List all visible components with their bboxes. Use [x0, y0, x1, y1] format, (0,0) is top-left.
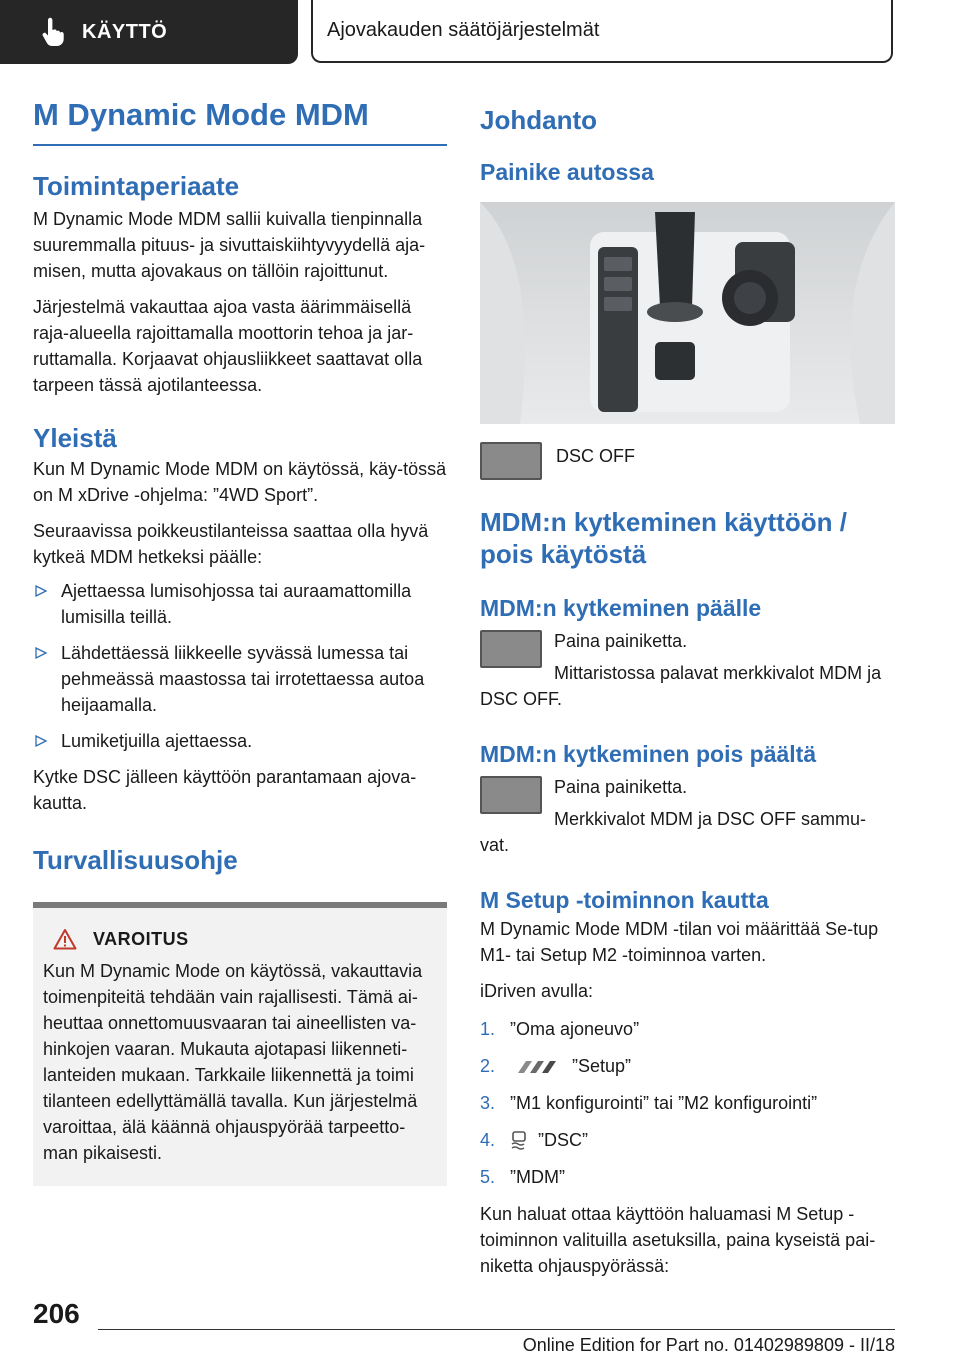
step-number: 5.: [480, 1167, 496, 1187]
dsc-off-label: DSC OFF: [556, 446, 635, 466]
list-item-text: Lumiketjuilla ajettaessa.: [61, 731, 253, 751]
warning-title: VAROITUS: [93, 928, 189, 949]
page-title: M Dynamic Mode MDM: [33, 96, 447, 146]
general-paragraph-3: Kytke DSC jälleen käyttöön parantamaan ajova-kautta.: [33, 767, 417, 813]
heading-toggle-mdm: MDM:n kytkeminen käyttöön / pois käytöstä: [480, 507, 847, 569]
heading-safety: Turvallisuusohje: [33, 845, 238, 875]
list-item-text: Lähdettäessä liikkeelle syvässä lumessa tai pehmeässä maastossa tai irrotettaessa autoa heijaamalla.: [61, 643, 425, 715]
setup-paragraph-3: Kun haluat ottaa käyttöön haluamasi M Setup -toiminnon valituilla asetuksilla, paina kyseistä pai-niketta ohjauspyörässä:: [480, 1204, 876, 1276]
section-tab: [0, 0, 298, 64]
exception-list: [33, 578, 447, 754]
mdm-off-paragraph-2: Merkkivalot MDM ja DSC OFF sammu-vat.: [480, 809, 867, 855]
heading-button-in-car: Painike autossa: [480, 159, 654, 185]
car-skid-icon: [510, 1131, 528, 1151]
idrive-steps: [480, 1016, 895, 1190]
list-item: [480, 1127, 895, 1153]
list-item: [33, 640, 447, 718]
step-text: ”DSC”: [538, 1130, 588, 1150]
list-item: [33, 578, 447, 630]
m-stripes-icon: [510, 1059, 562, 1075]
mdm-off-paragraph-1: Paina painiketta.: [554, 777, 688, 797]
mdm-off-block: [480, 774, 895, 858]
heading-introduction: Johdanto: [480, 105, 597, 135]
list-item: [480, 1016, 895, 1042]
heading-mdm-on: MDM:n kytkeminen päälle: [480, 595, 762, 621]
triangle-bullet-icon: [35, 647, 47, 659]
chapter-title: Ajovakauden säätöjärjestelmät: [327, 19, 600, 41]
general-paragraph-1: Kun M Dynamic Mode MDM on käytössä, käy-tössä on M xDrive -ohjelma: ”4WD Sport”.: [33, 459, 447, 505]
step-number: 3.: [480, 1093, 496, 1113]
triangle-bullet-icon: [35, 585, 47, 597]
warning-box: [33, 902, 447, 1186]
step-number: 1.: [480, 1019, 496, 1039]
page-header: [0, 0, 960, 66]
footer-divider: [98, 1329, 895, 1330]
warning-text: Kun M Dynamic Mode on käytössä, vakauttavia toimenpiteitä tehdään vain rajallisesti. Tämä ai-heuttaa onnettomuusvaaran tai aineellisten va-hinkojen vaaran. Mukauta ajotapasi liikenneti-lanteiden mukaan. Tarkkaile liikennettä ja toimi tilanteen edellyttämällä tavalla. Kun järjestelmä varoittaa, älä käännä ohjauspyörää tarpeetto-man pikaisesti.: [43, 961, 423, 1163]
dsc-off-row: [480, 442, 895, 480]
triangle-bullet-icon: [35, 735, 47, 747]
general-paragraph-2: Seuraavissa poikkeustilanteissa saattaa olla hyvä kytkeä MDM hetkeksi päälle:: [33, 521, 429, 567]
mdm-on-paragraph-2: Mittaristossa palavat merkkivalot MDM ja DSC OFF.: [480, 663, 882, 709]
heading-general: Yleistä: [33, 423, 117, 453]
principle-paragraph-2: Järjestelmä vakauttaa ajoa vasta äärimmäisellä raja-alueella rajoittamalla moottorin tehoa ja jar-ruttamalla. Korjaavat ohjausliikkeet saattavat olla tarpeen tässä ajotilanteessa.: [33, 297, 423, 395]
heading-m-setup: M Setup -toiminnon kautta: [480, 887, 769, 913]
mdm-on-block: [480, 628, 895, 712]
center-console-photo: [480, 202, 895, 424]
heading-mdm-off: MDM:n kytkeminen pois päältä: [480, 741, 817, 767]
dsc-off-button-icon: [480, 442, 542, 480]
step-text: ”M1 konfigurointi” tai ”M2 konfigurointi”: [510, 1093, 818, 1113]
step-number: 4.: [480, 1130, 496, 1150]
page-number: 206: [33, 1298, 80, 1329]
step-text: ”Setup”: [572, 1056, 632, 1076]
list-item: [33, 728, 447, 754]
list-item-text: Ajettaessa lumisohjossa tai auraamattomilla lumisilla teillä.: [61, 581, 412, 627]
left-column: [33, 96, 447, 1186]
hand-pointer-icon: [38, 17, 68, 47]
section-tab-label: KÄYTTÖ: [82, 20, 168, 43]
principle-paragraph-1: M Dynamic Mode MDM sallii kuivalla tienpinnalla suuremmalla pituus- ja sivuttaiskiihtyvyydellä aja-misen, mutta ajovakaus on tällöin rajoittunut.: [33, 209, 426, 281]
mdm-on-paragraph-1: Paina painiketta.: [554, 631, 688, 651]
chapter-title-box: [311, 0, 893, 63]
step-number: 2.: [480, 1056, 496, 1076]
warning-header: [53, 928, 437, 950]
list-item: [480, 1053, 895, 1079]
dsc-off-button-icon: [480, 630, 542, 668]
list-item: [480, 1090, 895, 1116]
list-item: [480, 1164, 895, 1190]
warning-triangle-icon: [53, 928, 77, 950]
setup-paragraph-1: M Dynamic Mode MDM -tilan voi määrittää Se-tup M1- tai Setup M2 -toiminnoa varten.: [480, 919, 879, 965]
heading-principle: Toimintaperiaate: [33, 171, 240, 201]
edition-text: Online Edition for Part no. 01402989809 - II/18: [522, 1335, 895, 1355]
dsc-off-button-icon: [480, 776, 542, 814]
setup-paragraph-2: iDriven avulla:: [480, 981, 594, 1001]
step-text: ”MDM”: [510, 1167, 565, 1187]
step-text: ”Oma ajoneuvo”: [510, 1019, 640, 1039]
right-column: [480, 96, 895, 1279]
